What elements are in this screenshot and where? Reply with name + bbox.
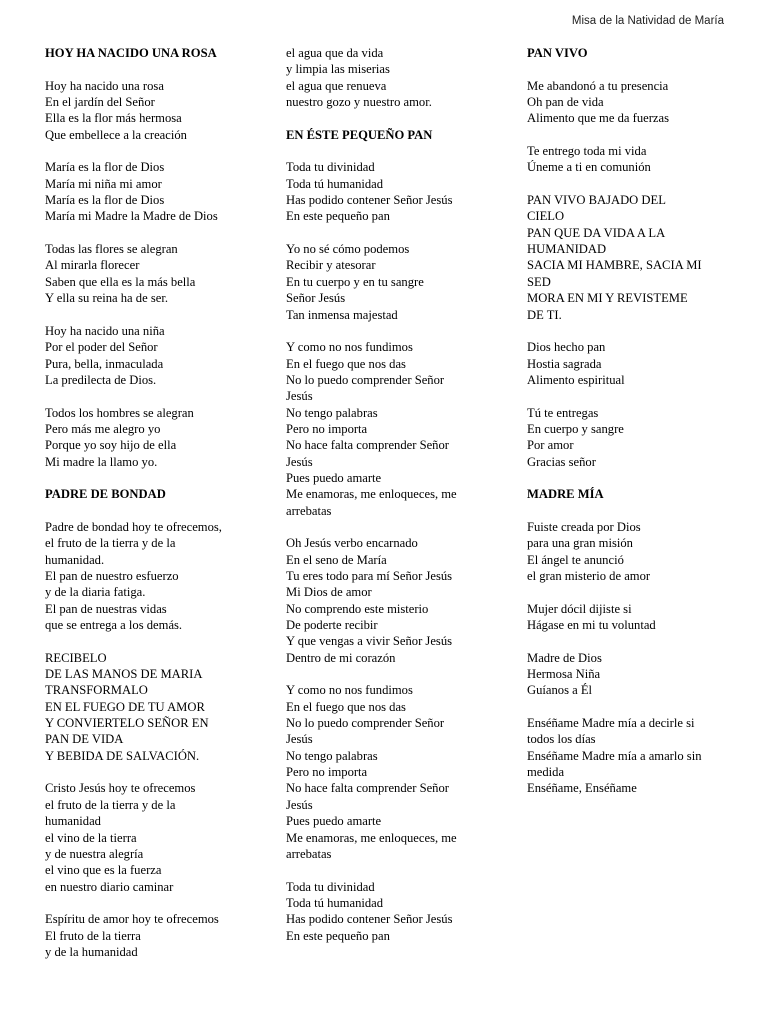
lyric-line: humanidad.	[45, 552, 105, 567]
stanza	[45, 650, 260, 764]
lyric-line: Pura, bella, inmaculada	[45, 356, 164, 371]
song-title: PAN VIVO	[527, 46, 588, 60]
lyric-line: En tu cuerpo y en tu sangre	[286, 274, 424, 289]
song-section	[45, 486, 260, 960]
lyric-line: para una gran misión	[527, 536, 633, 551]
lyric-line: No comprendo este misterio	[286, 601, 429, 616]
lyric-line: En este pequeño pan	[286, 209, 390, 224]
lyric-line: Has podido contener Señor Jesús	[286, 912, 453, 927]
lyric-line: medida	[527, 765, 565, 780]
lyric-line: PAN DE VIDA	[45, 732, 124, 747]
lyric-line: y limpia las miserias	[286, 62, 390, 77]
lyric-line: Oh Jesús verbo encarnado	[286, 536, 418, 551]
song-section	[286, 45, 491, 110]
lyric-line: No lo puedo comprender Señor	[286, 372, 445, 387]
lyric-line: Enséñame Madre mía a decirle si	[527, 716, 695, 731]
lyric-line: En cuerpo y sangre	[527, 421, 624, 436]
column-3	[527, 45, 732, 813]
stanza	[527, 601, 732, 634]
lyric-line: Toda tú humanidad	[286, 895, 384, 910]
lyric-line: en nuestro diario caminar	[45, 879, 174, 894]
lyric-line: Que embellece a la creación	[45, 127, 187, 142]
lyric-line: PAN VIVO BAJADO DEL	[527, 193, 666, 208]
lyric-line: Jesús	[286, 732, 313, 747]
lyric-line: el agua que da vida	[286, 46, 384, 60]
lyric-line: Y como no nos fundimos	[286, 683, 413, 698]
song-title: EN ÉSTE PEQUEÑO PAN	[286, 127, 433, 142]
song-title: MADRE MÍA	[527, 487, 604, 502]
column-2	[286, 45, 491, 960]
stanza	[527, 78, 732, 127]
lyric-line: María es la flor de Dios	[45, 160, 165, 175]
lyric-line: CIELO	[527, 209, 565, 224]
lyric-line: Alimento que me da fuerzas	[527, 111, 669, 126]
lyric-line: Gracias señor	[527, 454, 596, 469]
stanza	[527, 715, 732, 797]
stanza	[45, 780, 260, 894]
stanza	[527, 143, 732, 176]
lyric-line: Pero no importa	[286, 765, 368, 780]
lyric-line: Toda tú humanidad	[286, 176, 384, 191]
lyric-line: Padre de bondad hoy te ofrecemos,	[45, 519, 222, 534]
lyric-line: Enséñame Madre mía a amarlo sin	[527, 748, 702, 763]
stanza	[45, 241, 260, 306]
lyric-line: Oh pan de vida	[527, 95, 604, 110]
stanza	[286, 339, 491, 519]
lyric-line: El pan de nuestras vidas	[45, 601, 167, 616]
lyric-line: No lo puedo comprender Señor	[286, 716, 445, 731]
column-1	[45, 45, 260, 977]
lyric-line: María mi niña mi amor	[45, 176, 162, 191]
lyric-line: DE TI.	[527, 307, 562, 322]
lyric-line: Fuiste creada por Dios	[527, 519, 641, 534]
lyric-line: El pan de nuestro esfuerzo	[45, 569, 179, 583]
stanza	[45, 911, 260, 960]
lyric-line: humanidad	[45, 814, 101, 829]
lyric-line: Hostia sagrada	[527, 356, 602, 371]
lyric-line: Recibir y atesorar	[286, 258, 376, 273]
lyric-line: Todas las flores se alegran	[45, 242, 178, 257]
lyric-line: Dentro de mi corazón	[286, 650, 396, 665]
lyric-line: El ángel te anunció	[527, 552, 624, 567]
lyric-line: Pues puedo amarte	[286, 470, 382, 485]
lyric-line: En el seno de María	[286, 552, 387, 567]
lyric-line: el gran misterio de amor	[527, 569, 651, 583]
lyric-line: Jesús	[286, 389, 313, 404]
lyric-line: Y BEBIDA DE SALVACIÓN.	[45, 748, 200, 763]
lyric-line: Pero más me alegro yo	[45, 421, 161, 436]
lyric-line: En el fuego que nos das	[286, 699, 406, 714]
lyric-line: Hoy ha nacido una niña	[45, 323, 165, 338]
lyric-line: Y como no nos fundimos	[286, 340, 413, 355]
stanza	[527, 650, 732, 699]
lyric-line: Hoy ha nacido una rosa	[45, 78, 164, 93]
lyric-line: TRANSFORMALO	[45, 683, 148, 698]
page-header: Misa de la Natividad de María	[571, 15, 724, 27]
lyric-line: Jesús	[286, 797, 313, 812]
lyric-line: De poderte recibir	[286, 618, 378, 633]
lyric-line: HUMANIDAD	[527, 242, 607, 257]
lyric-line: No hace falta comprender Señor	[286, 438, 449, 453]
stanza	[286, 45, 491, 110]
lyric-line: Me abandonó a tu presencia	[527, 78, 669, 93]
lyric-line: Alimento espiritual	[527, 372, 625, 387]
lyric-line: Me enamoras, me enloqueces, me	[286, 830, 457, 845]
lyric-line: y de la diaria fatiga.	[45, 585, 146, 600]
lyric-line: Toda tu divinidad	[286, 879, 375, 894]
song-title: PADRE DE BONDAD	[45, 487, 166, 502]
stanza	[45, 519, 260, 633]
stanza	[45, 323, 260, 388]
song-section	[286, 127, 491, 944]
lyric-line: el agua que renueva	[286, 78, 387, 93]
song-section	[527, 45, 732, 470]
lyric-line: DE LAS MANOS DE MARIA	[45, 667, 203, 682]
lyric-line: RECIBELO	[45, 650, 107, 665]
lyric-line: Hermosa Niña	[527, 667, 601, 682]
lyric-line: el fruto de la tierra y de la	[45, 797, 176, 812]
lyric-line: el vino que es la fuerza	[45, 863, 162, 878]
lyric-line: Jesús	[286, 454, 313, 469]
lyric-line: No tengo palabras	[286, 748, 378, 763]
lyric-line: Por amor	[527, 438, 574, 453]
stanza	[45, 159, 260, 224]
lyric-line: SACIA MI HAMBRE, SACIA MI	[527, 258, 702, 273]
lyric-line: PAN QUE DA VIDA A LA	[527, 225, 666, 240]
lyric-line: nuestro gozo y nuestro amor.	[286, 95, 432, 110]
lyric-line: Y que vengas a vivir Señor Jesús	[286, 634, 453, 649]
lyric-line: todos los días	[527, 732, 596, 747]
stanza	[286, 535, 491, 666]
lyric-line: SED	[527, 274, 551, 289]
lyric-line: Y ella su reina ha de ser.	[45, 291, 168, 306]
lyric-line: Al mirarla florecer	[45, 258, 140, 273]
lyric-line: Señor Jesús	[286, 291, 346, 306]
lyric-line: Hágase en mi tu voluntad	[527, 618, 656, 633]
lyric-line: arrebatas	[286, 846, 332, 861]
lyric-line: y de nuestra alegría	[45, 846, 144, 861]
lyric-line: Te entrego toda mi vida	[527, 144, 647, 159]
lyric-line: Pues puedo amarte	[286, 814, 382, 829]
lyric-line: Pero no importa	[286, 421, 368, 436]
lyric-line: El fruto de la tierra	[45, 928, 141, 943]
lyric-line: EN EL FUEGO DE TU AMOR	[45, 699, 205, 714]
lyric-line: No tengo palabras	[286, 405, 378, 420]
lyric-line: Dios hecho pan	[527, 340, 606, 355]
lyric-line: el fruto de la tierra y de la	[45, 536, 176, 551]
stanza	[527, 192, 732, 323]
lyric-line: Por el poder del Señor	[45, 340, 158, 355]
lyric-line: Me enamoras, me enloqueces, me	[286, 487, 457, 502]
stanza	[45, 78, 260, 143]
stanza	[527, 519, 732, 584]
song-title: HOY HA NACIDO UNA ROSA	[45, 46, 217, 60]
lyric-line: MORA EN MI Y REVISTEME	[527, 291, 688, 306]
lyric-line: Madre de Dios	[527, 650, 602, 665]
lyric-line: Ella es la flor más hermosa	[45, 111, 182, 126]
lyric-line: Úneme a ti en comunión	[527, 160, 651, 175]
stanza	[286, 241, 491, 323]
lyric-line: Cristo Jesús hoy te ofrecemos	[45, 781, 196, 796]
lyric-line: Mi madre la llamo yo.	[45, 454, 158, 469]
lyric-line: Tú te entregas	[527, 405, 599, 420]
lyric-line: María mi Madre la Madre de Dios	[45, 209, 218, 224]
song-section	[527, 486, 732, 797]
lyric-line: En el fuego que nos das	[286, 356, 406, 371]
lyric-line: La predilecta de Dios.	[45, 372, 157, 387]
lyric-line: Y CONVIERTELO SEÑOR EN	[45, 716, 209, 731]
lyric-line: No hace falta comprender Señor	[286, 781, 449, 796]
lyric-line: Todos los hombres se alegran	[45, 405, 194, 420]
lyric-line: En este pequeño pan	[286, 928, 390, 943]
stanza	[286, 682, 491, 862]
lyric-line: que se entrega a los demás.	[45, 618, 183, 633]
lyric-line: Porque yo soy hijo de ella	[45, 438, 177, 453]
stanza	[286, 879, 491, 944]
lyric-line: Yo no sé cómo podemos	[286, 242, 410, 257]
lyric-line: Guíanos a Él	[527, 683, 593, 698]
stanza	[45, 405, 260, 470]
lyric-line: Mujer dócil dijiste si	[527, 601, 632, 616]
stanza	[527, 339, 732, 388]
lyric-line: María es la flor de Dios	[45, 193, 165, 208]
lyric-line: Mi Dios de amor	[286, 585, 372, 600]
lyric-line: Has podido contener Señor Jesús	[286, 193, 453, 208]
lyric-line: el vino de la tierra	[45, 830, 137, 845]
lyric-line: Espíritu de amor hoy te ofrecemos	[45, 912, 219, 927]
lyric-line: Toda tu divinidad	[286, 160, 375, 175]
lyric-line: y de la humanidad	[45, 944, 138, 959]
lyric-line: Saben que ella es la más bella	[45, 274, 196, 289]
lyric-line: En el jardín del Señor	[45, 95, 155, 110]
lyric-line: Tu eres todo para mí Señor Jesús	[286, 569, 453, 583]
stanza	[527, 405, 732, 470]
lyric-line: Tan inmensa majestad	[286, 307, 398, 322]
song-section	[45, 45, 260, 470]
stanza	[286, 159, 491, 224]
lyric-line: arrebatas	[286, 503, 332, 518]
lyric-line: Enséñame, Enséñame	[527, 781, 637, 796]
